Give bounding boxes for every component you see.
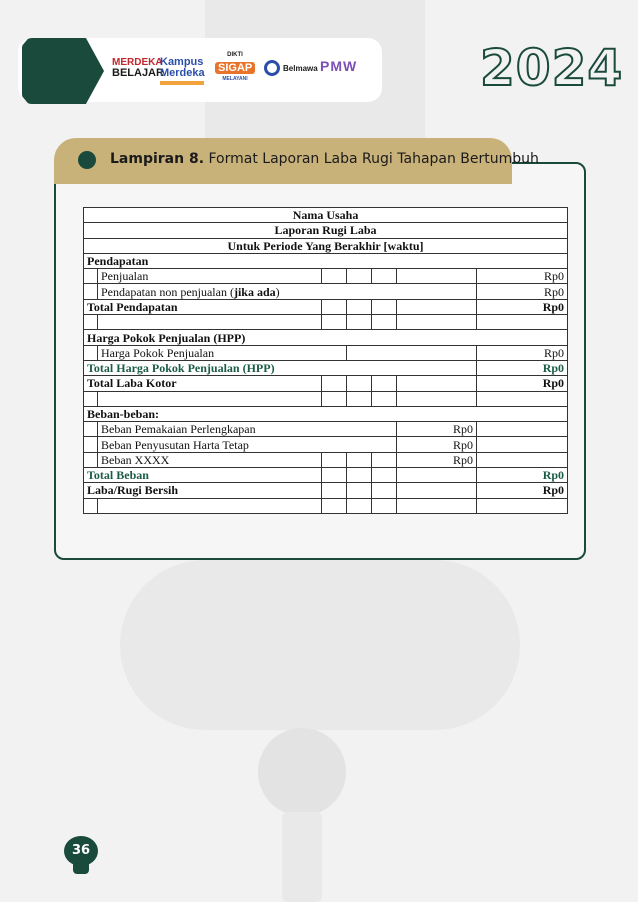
table-row: [84, 437, 568, 452]
row-value: Rp0: [477, 269, 568, 284]
page-number: 36: [64, 836, 98, 866]
bulb-icon-base: [73, 864, 89, 874]
section-beban: Beban-beban:: [84, 406, 568, 421]
section-pendapatan: Pendapatan: [84, 253, 568, 268]
table-row: [84, 422, 568, 437]
kampus-merdeka-logo: Kampus Merdeka: [160, 57, 205, 85]
row-label: Beban XXXX: [98, 452, 322, 467]
section-hpp: Harga Pokok Penjualan (HPP): [84, 330, 568, 345]
table-row: [84, 269, 568, 284]
row-label: Total Pendapatan: [84, 299, 322, 314]
row-label: Total Beban: [84, 468, 322, 483]
gear-icon: [264, 60, 280, 76]
dikti-sigap-logo: DIKTI SIGAP MELAYANI: [215, 52, 255, 82]
row-value: Rp0: [477, 483, 568, 498]
background-bulb-stem: [282, 812, 322, 902]
income-statement-table: [83, 207, 568, 514]
table-row: [84, 452, 568, 467]
row-value: Rp0: [477, 360, 568, 375]
background-bulb: [258, 728, 346, 816]
row-value: Rp0: [477, 299, 568, 314]
row-value: Rp0: [477, 376, 568, 391]
table-row: [84, 315, 568, 330]
row-value: Rp0: [397, 437, 477, 452]
table-row: [84, 299, 568, 314]
table-row: [84, 498, 568, 513]
row-label: Harga Pokok Penjualan: [98, 345, 347, 360]
table-row: [84, 376, 568, 391]
table-row: [84, 208, 568, 223]
table-row: [84, 238, 568, 253]
background-shape-bottom: [120, 560, 520, 730]
row-label: Pendapatan non penjualan (jika ada): [98, 284, 477, 299]
merdeka-belajar-logo: MERDEKA BELAJAR: [112, 57, 164, 79]
report-title: Laporan Rugi Laba: [84, 223, 568, 238]
row-value: Rp0: [477, 284, 568, 299]
row-label: Beban Penyusutan Harta Tetap: [98, 437, 397, 452]
table-row: [84, 284, 568, 299]
table-row: [84, 330, 568, 345]
table-row: [84, 360, 568, 375]
table-row: [84, 345, 568, 360]
row-label: Total Laba Kotor: [84, 376, 322, 391]
row-label: Beban Pemakaian Perlengkapan: [98, 422, 397, 437]
pmw-logo: PMW: [320, 58, 358, 74]
row-label: Laba/Rugi Bersih: [84, 483, 322, 498]
caption: [110, 151, 539, 167]
caption-label: Lampiran 8.: [110, 151, 205, 167]
caption-title: Format Laporan Laba Rugi Tahapan Bertumbuh: [208, 151, 539, 167]
row-label: Total Harga Pokok Penjualan (HPP): [84, 360, 477, 375]
row-label: Penjualan: [98, 269, 322, 284]
report-period: Untuk Periode Yang Berakhir [waktu]: [84, 238, 568, 253]
table-row: [84, 391, 568, 406]
row-value: Rp0: [477, 345, 568, 360]
year-title: 2024: [480, 39, 624, 97]
row-value: Rp0: [397, 452, 477, 467]
caption-bullet-icon: [78, 151, 96, 169]
table-row: [84, 483, 568, 498]
belmawa-logo: Belmawa: [264, 60, 318, 76]
table-row: [84, 253, 568, 268]
table-row: [84, 406, 568, 421]
row-value: Rp0: [477, 468, 568, 483]
business-name: Nama Usaha: [84, 208, 568, 223]
table-row: [84, 223, 568, 238]
table-row: [84, 468, 568, 483]
row-value: Rp0: [397, 422, 477, 437]
